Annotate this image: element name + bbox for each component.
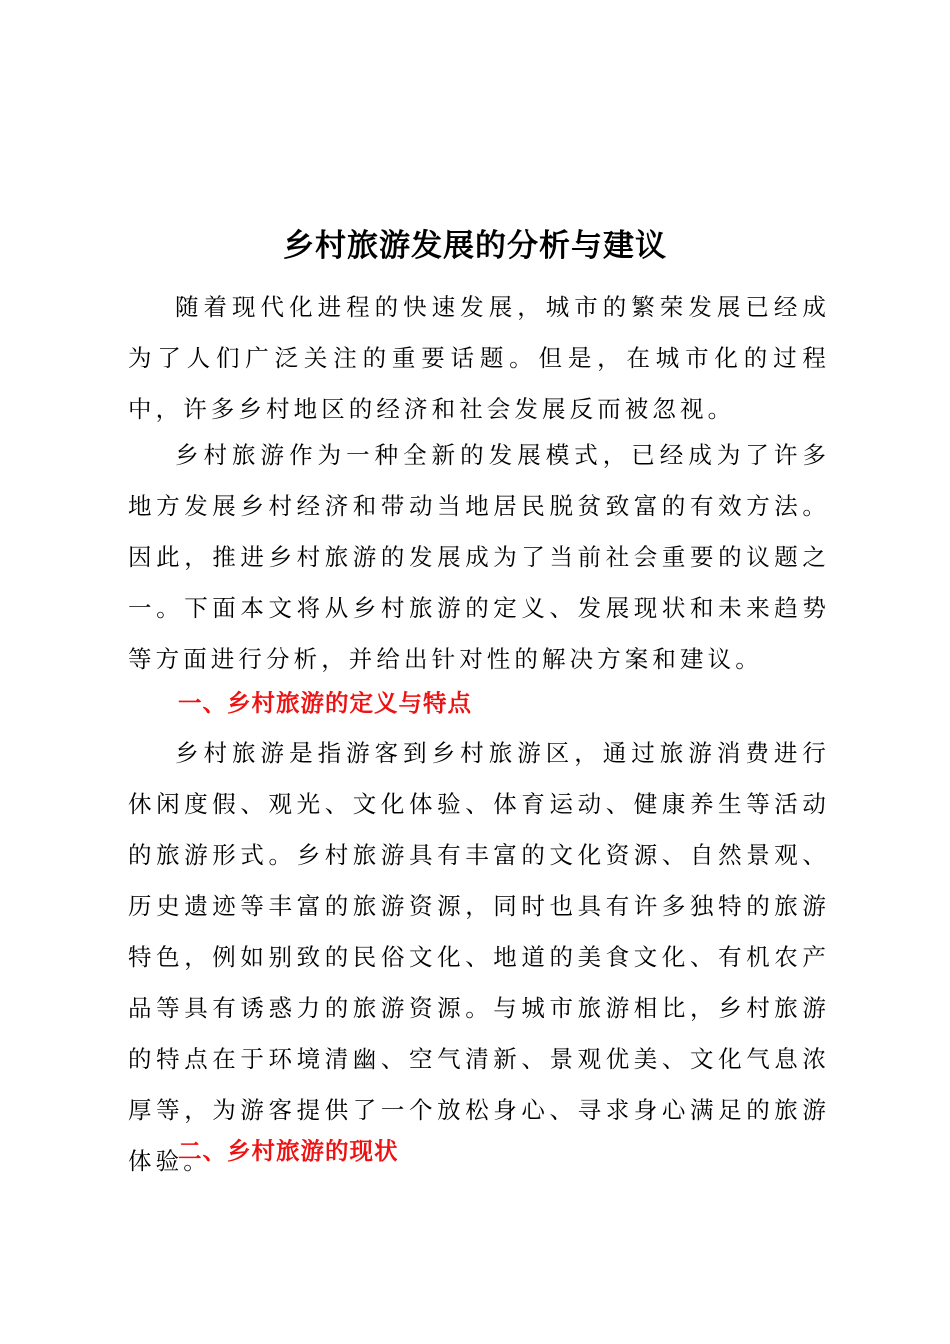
section-heading-status: 二、乡村旅游的现状 <box>178 1137 399 1165</box>
intro-paragraph-2: 乡村旅游作为一种全新的发展模式，已经成为了许多地方发展乡村经济和带动当地居民脱贫致富的有效方法。因此，推进乡村旅游的发展成为了当前社会重要的议题之一。下面本文将从乡村旅游的定义、发展现状和未来趋势等方面进行分析，并给出针对性的解决方案和建议。 <box>128 441 830 673</box>
document-title: 乡村旅游发展的分析与建议 <box>283 227 667 264</box>
intro-paragraph-1: 随着现代化进程的快速发展，城市的繁荣发展已经成为了人们广泛关注的重要话题。但是，在城市化的过程中，许多乡村地区的经济和社会发展反而被忽视。 <box>128 293 830 423</box>
section-body-definition: 乡村旅游是指游客到乡村旅游区，通过旅游消费进行休闲度假、观光、文化体验、体育运动、健康养生等活动的旅游形式。乡村旅游具有丰富的文化资源、自然景观、历史遗迹等丰富的旅游资源，同时也具有许多独特的旅游特色，例如别致的民俗文化、地道的美食文化、有机农产品等具有诱惑力的旅游资源。与城市旅游相比，乡村旅游的特点在于环境清幽、空气清新、景观优美、文化气息浓厚等，为游客提供了一个放松身心、寻求身心满足的旅游体验。 <box>128 739 830 1175</box>
section-heading-definition: 一、乡村旅游的定义与特点 <box>178 689 472 717</box>
